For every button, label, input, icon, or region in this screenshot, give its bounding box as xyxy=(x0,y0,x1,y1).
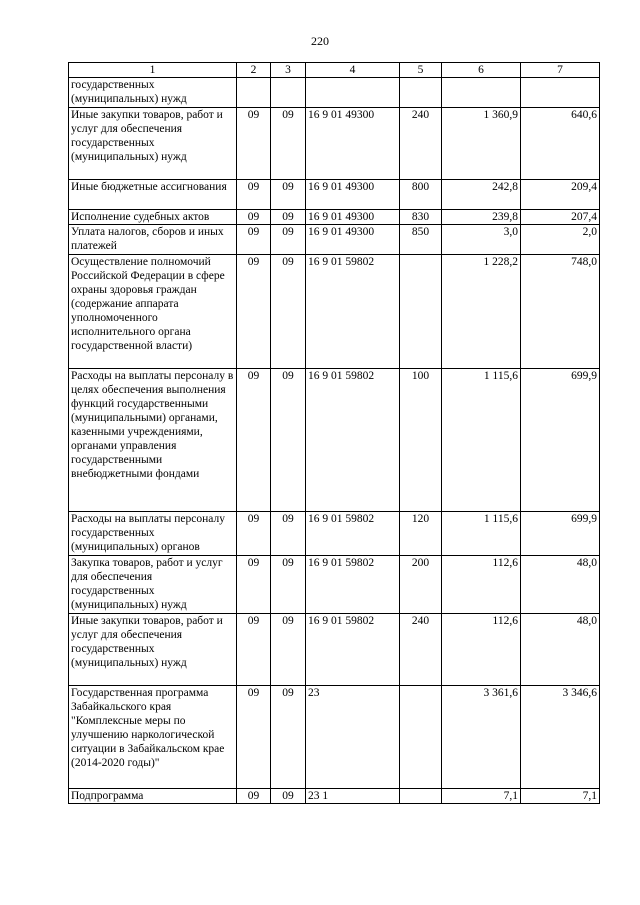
header-cell: 5 xyxy=(400,63,442,78)
row-description: Подпрограмма xyxy=(69,789,237,804)
row-target-article: 16 9 01 59802 xyxy=(306,556,400,614)
table-row xyxy=(69,556,600,614)
row-section: 09 xyxy=(237,369,271,512)
row-subsection: 09 xyxy=(271,614,306,686)
table-row xyxy=(69,789,600,804)
table-row xyxy=(69,180,600,210)
row-amount-year2: 3 346,6 xyxy=(521,686,600,789)
row-subsection: 09 xyxy=(271,108,306,180)
row-target-article: 16 9 01 49300 xyxy=(306,210,400,225)
row-amount-year2: 209,4 xyxy=(521,180,600,210)
row-expense-type: 240 xyxy=(400,108,442,180)
row-amount-year1: 239,8 xyxy=(442,210,521,225)
table-row xyxy=(69,686,600,789)
row-target-article: 23 xyxy=(306,686,400,789)
row-section: 09 xyxy=(237,556,271,614)
row-amount-year1: 112,6 xyxy=(442,614,521,686)
table-row xyxy=(69,369,600,512)
row-description: Исполнение судебных актов xyxy=(69,210,237,225)
table-row xyxy=(69,210,600,225)
row-target-article: 23 1 xyxy=(306,789,400,804)
row-description: Расходы на выплаты персоналу в целях обеспечения выполнения функций государственными (муниципальными) органами, казенными учреждениями, органами управления государственными внебюджетными фондами xyxy=(69,369,237,512)
row-subsection: 09 xyxy=(271,369,306,512)
row-description: государственных (муниципальных) нужд xyxy=(69,78,237,108)
row-target-article: 16 9 01 59802 xyxy=(306,512,400,556)
table-row xyxy=(69,614,600,686)
row-section: 09 xyxy=(237,225,271,255)
row-section: 09 xyxy=(237,255,271,369)
header-cell: 3 xyxy=(271,63,306,78)
header-cell: 2 xyxy=(237,63,271,78)
row-description: Уплата налогов, сборов и иных платежей xyxy=(69,225,237,255)
row-description: Иные закупки товаров, работ и услуг для обеспечения государственных (муниципальных) нужд xyxy=(69,108,237,180)
row-target-article xyxy=(306,78,400,108)
row-amount-year1: 1 115,6 xyxy=(442,512,521,556)
row-amount-year2: 2,0 xyxy=(521,225,600,255)
row-target-article: 16 9 01 59802 xyxy=(306,614,400,686)
row-subsection: 09 xyxy=(271,789,306,804)
table-row xyxy=(69,108,600,180)
row-subsection: 09 xyxy=(271,225,306,255)
row-amount-year2: 48,0 xyxy=(521,556,600,614)
row-subsection: 09 xyxy=(271,686,306,789)
row-target-article: 16 9 01 49300 xyxy=(306,180,400,210)
row-section: 09 xyxy=(237,108,271,180)
header-cell: 4 xyxy=(306,63,400,78)
table-row xyxy=(69,512,600,556)
row-amount-year1: 112,6 xyxy=(442,556,521,614)
row-section: 09 xyxy=(237,180,271,210)
page-number: 220 xyxy=(311,34,329,48)
row-expense-type xyxy=(400,255,442,369)
row-amount-year2: 640,6 xyxy=(521,108,600,180)
row-expense-type: 200 xyxy=(400,556,442,614)
budget-table xyxy=(68,62,600,804)
row-description: Закупка товаров, работ и услуг для обеспечения государственных (муниципальных) нужд xyxy=(69,556,237,614)
table-row xyxy=(69,255,600,369)
row-subsection xyxy=(271,78,306,108)
row-amount-year2 xyxy=(521,78,600,108)
row-amount-year2: 699,9 xyxy=(521,369,600,512)
row-amount-year2: 207,4 xyxy=(521,210,600,225)
row-section: 09 xyxy=(237,210,271,225)
table-row xyxy=(69,225,600,255)
row-description: Иные бюджетные ассигнования xyxy=(69,180,237,210)
row-subsection: 09 xyxy=(271,512,306,556)
row-target-article: 16 9 01 59802 xyxy=(306,255,400,369)
row-expense-type xyxy=(400,789,442,804)
row-amount-year1: 3 361,6 xyxy=(442,686,521,789)
row-subsection: 09 xyxy=(271,255,306,369)
row-amount-year1 xyxy=(442,78,521,108)
row-target-article: 16 9 01 49300 xyxy=(306,225,400,255)
row-amount-year2: 699,9 xyxy=(521,512,600,556)
row-amount-year1: 1 228,2 xyxy=(442,255,521,369)
row-section: 09 xyxy=(237,512,271,556)
row-amount-year1: 7,1 xyxy=(442,789,521,804)
table-row xyxy=(69,78,600,108)
header-cell: 1 xyxy=(69,63,237,78)
row-expense-type: 850 xyxy=(400,225,442,255)
row-expense-type: 830 xyxy=(400,210,442,225)
row-expense-type: 100 xyxy=(400,369,442,512)
row-amount-year1: 1 115,6 xyxy=(442,369,521,512)
row-section xyxy=(237,78,271,108)
row-section: 09 xyxy=(237,686,271,789)
row-description: Государственная программа Забайкальского края "Комплексные меры по улучшению наркологической ситуации в Забайкальском крае (2014-2020 годы)" xyxy=(69,686,237,789)
header-cell: 7 xyxy=(521,63,600,78)
row-amount-year2: 748,0 xyxy=(521,255,600,369)
row-amount-year2: 7,1 xyxy=(521,789,600,804)
row-subsection: 09 xyxy=(271,556,306,614)
row-subsection: 09 xyxy=(271,180,306,210)
header-cell: 6 xyxy=(442,63,521,78)
row-amount-year1: 3,0 xyxy=(442,225,521,255)
row-expense-type: 120 xyxy=(400,512,442,556)
row-target-article: 16 9 01 59802 xyxy=(306,369,400,512)
row-amount-year2: 48,0 xyxy=(521,614,600,686)
row-expense-type: 800 xyxy=(400,180,442,210)
row-description: Расходы на выплаты персоналу государственных (муниципальных) органов xyxy=(69,512,237,556)
row-target-article: 16 9 01 49300 xyxy=(306,108,400,180)
row-amount-year1: 1 360,9 xyxy=(442,108,521,180)
row-section: 09 xyxy=(237,789,271,804)
row-description: Иные закупки товаров, работ и услуг для обеспечения государственных (муниципальных) нужд xyxy=(69,614,237,686)
row-subsection: 09 xyxy=(271,210,306,225)
row-expense-type xyxy=(400,686,442,789)
row-description: Осуществление полномочий Российской Федерации в сфере охраны здоровья граждан (содержание аппарата уполномоченного исполнительного органа государственной власти) xyxy=(69,255,237,369)
table-header-row xyxy=(69,63,600,78)
row-amount-year1: 242,8 xyxy=(442,180,521,210)
row-expense-type xyxy=(400,78,442,108)
row-expense-type: 240 xyxy=(400,614,442,686)
row-section: 09 xyxy=(237,614,271,686)
